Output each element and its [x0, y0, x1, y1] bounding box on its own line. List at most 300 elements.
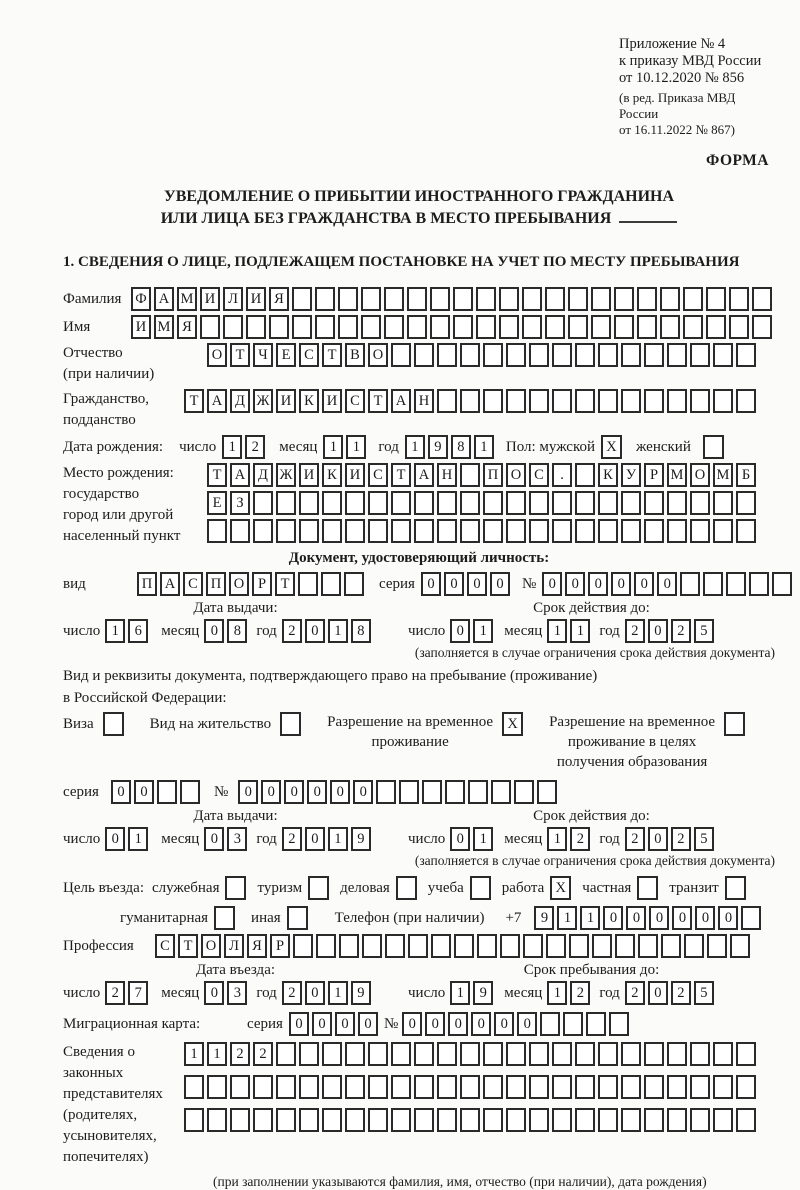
char-cell[interactable]	[293, 934, 313, 958]
char-cell[interactable]: 0	[284, 780, 304, 804]
char-cell[interactable]: 0	[444, 572, 464, 596]
char-cell[interactable]	[361, 315, 381, 339]
char-cell[interactable]	[246, 315, 266, 339]
учеба-checkbox[interactable]	[470, 876, 491, 900]
char-cell[interactable]	[207, 1108, 227, 1132]
male-checkbox[interactable]: X	[601, 435, 622, 459]
char-cell[interactable]	[483, 1075, 503, 1099]
char-cell[interactable]: П	[137, 572, 157, 596]
char-cell[interactable]	[276, 1042, 296, 1066]
char-cell[interactable]	[514, 780, 534, 804]
char-cell[interactable]	[157, 780, 177, 804]
char-cell[interactable]: Н	[414, 389, 434, 413]
char-cell[interactable]	[545, 287, 565, 311]
char-cell[interactable]	[529, 1108, 549, 1132]
char-cell[interactable]	[552, 1042, 572, 1066]
char-cell[interactable]: 1	[105, 619, 125, 643]
char-cell[interactable]	[736, 491, 756, 515]
char-cell[interactable]: Т	[368, 389, 388, 413]
char-cell[interactable]	[368, 1075, 388, 1099]
char-cell[interactable]	[437, 519, 457, 543]
char-cell[interactable]	[667, 343, 687, 367]
char-cell[interactable]	[680, 572, 700, 596]
char-cell[interactable]	[414, 491, 434, 515]
char-cell[interactable]	[460, 1042, 480, 1066]
patronymic-input[interactable]	[207, 343, 756, 367]
char-cell[interactable]	[638, 934, 658, 958]
char-cell[interactable]	[299, 491, 319, 515]
char-cell[interactable]: 1	[184, 1042, 204, 1066]
char-cell[interactable]	[322, 1075, 342, 1099]
char-cell[interactable]	[460, 491, 480, 515]
birth-place-row2-input[interactable]	[207, 491, 756, 515]
char-cell[interactable]	[575, 519, 595, 543]
char-cell[interactable]: Л	[223, 287, 243, 311]
char-cell[interactable]	[568, 315, 588, 339]
char-cell[interactable]	[568, 287, 588, 311]
char-cell[interactable]	[703, 572, 723, 596]
char-cell[interactable]	[690, 1042, 710, 1066]
char-cell[interactable]	[180, 780, 200, 804]
char-cell[interactable]: 0	[603, 906, 623, 930]
char-cell[interactable]	[736, 1042, 756, 1066]
char-cell[interactable]	[621, 1108, 641, 1132]
char-cell[interactable]	[586, 1012, 606, 1036]
туризм-checkbox[interactable]	[308, 876, 329, 900]
char-cell[interactable]	[598, 1108, 618, 1132]
doc-issue-month-input[interactable]	[204, 619, 247, 643]
char-cell[interactable]: Д	[230, 389, 250, 413]
char-cell[interactable]	[609, 1012, 629, 1036]
char-cell[interactable]	[522, 315, 542, 339]
char-cell[interactable]	[322, 491, 342, 515]
char-cell[interactable]	[736, 519, 756, 543]
char-cell[interactable]	[661, 934, 681, 958]
char-cell[interactable]: 1	[473, 619, 493, 643]
char-cell[interactable]: И	[345, 463, 365, 487]
char-cell[interactable]	[690, 1108, 710, 1132]
char-cell[interactable]: 2	[625, 981, 645, 1005]
char-cell[interactable]	[523, 934, 543, 958]
char-cell[interactable]	[460, 519, 480, 543]
char-cell[interactable]	[453, 315, 473, 339]
temporary-residence-education-checkbox[interactable]	[724, 712, 745, 736]
char-cell[interactable]: К	[299, 389, 319, 413]
char-cell[interactable]: 3	[227, 981, 247, 1005]
char-cell[interactable]	[437, 491, 457, 515]
char-cell[interactable]: 8	[227, 619, 247, 643]
char-cell[interactable]	[644, 1042, 664, 1066]
char-cell[interactable]	[184, 1108, 204, 1132]
char-cell[interactable]: 1	[346, 435, 366, 459]
транзит-checkbox[interactable]	[725, 876, 746, 900]
char-cell[interactable]: 0	[305, 619, 325, 643]
char-cell[interactable]	[667, 519, 687, 543]
doc-issue-day-input[interactable]	[105, 619, 148, 643]
char-cell[interactable]: 0	[425, 1012, 445, 1036]
char-cell[interactable]: А	[154, 287, 174, 311]
entry-year-input[interactable]	[282, 981, 371, 1005]
char-cell[interactable]	[491, 780, 511, 804]
char-cell[interactable]	[391, 1075, 411, 1099]
char-cell[interactable]: 9	[428, 435, 448, 459]
char-cell[interactable]: 0	[448, 1012, 468, 1036]
char-cell[interactable]	[637, 287, 657, 311]
char-cell[interactable]	[437, 343, 457, 367]
char-cell[interactable]: 2	[282, 981, 302, 1005]
stay-year-input[interactable]	[625, 981, 714, 1005]
representatives-row3-input[interactable]	[184, 1108, 756, 1132]
char-cell[interactable]	[407, 315, 427, 339]
char-cell[interactable]: 1	[405, 435, 425, 459]
doc-expiry-month-input[interactable]	[547, 619, 590, 643]
char-cell[interactable]	[276, 491, 296, 515]
char-cell[interactable]	[575, 1075, 595, 1099]
char-cell[interactable]	[315, 315, 335, 339]
char-cell[interactable]: Я	[269, 287, 289, 311]
char-cell[interactable]	[667, 389, 687, 413]
char-cell[interactable]	[207, 519, 227, 543]
char-cell[interactable]: 1	[547, 619, 567, 643]
char-cell[interactable]	[316, 934, 336, 958]
char-cell[interactable]	[615, 934, 635, 958]
char-cell[interactable]: Ж	[276, 463, 296, 487]
char-cell[interactable]	[269, 315, 289, 339]
char-cell[interactable]	[730, 934, 750, 958]
char-cell[interactable]: 0	[421, 572, 441, 596]
char-cell[interactable]	[506, 389, 526, 413]
char-cell[interactable]	[591, 287, 611, 311]
char-cell[interactable]	[522, 287, 542, 311]
char-cell[interactable]	[276, 1108, 296, 1132]
char-cell[interactable]	[500, 934, 520, 958]
char-cell[interactable]: 0	[305, 981, 325, 1005]
char-cell[interactable]	[391, 343, 411, 367]
служебная-checkbox[interactable]	[225, 876, 246, 900]
char-cell[interactable]: Т	[391, 463, 411, 487]
char-cell[interactable]	[592, 934, 612, 958]
char-cell[interactable]: П	[483, 463, 503, 487]
char-cell[interactable]	[499, 287, 519, 311]
entry-month-input[interactable]	[204, 981, 247, 1005]
char-cell[interactable]	[276, 1075, 296, 1099]
char-cell[interactable]	[736, 343, 756, 367]
char-cell[interactable]	[575, 1108, 595, 1132]
char-cell[interactable]	[253, 519, 273, 543]
birth-month-input[interactable]	[323, 435, 366, 459]
char-cell[interactable]: 0	[626, 906, 646, 930]
char-cell[interactable]	[575, 1042, 595, 1066]
char-cell[interactable]	[741, 906, 761, 930]
char-cell[interactable]	[454, 934, 474, 958]
char-cell[interactable]: Т	[275, 572, 295, 596]
char-cell[interactable]: 0	[718, 906, 738, 930]
char-cell[interactable]	[667, 1108, 687, 1132]
char-cell[interactable]	[644, 519, 664, 543]
char-cell[interactable]: 1	[328, 827, 348, 851]
birth-place-row3-input[interactable]	[207, 519, 756, 543]
char-cell[interactable]	[683, 287, 703, 311]
char-cell[interactable]: 2	[671, 619, 691, 643]
char-cell[interactable]: 0	[450, 619, 470, 643]
char-cell[interactable]	[299, 1042, 319, 1066]
char-cell[interactable]: 1	[473, 827, 493, 851]
char-cell[interactable]	[368, 1042, 388, 1066]
char-cell[interactable]: 0	[471, 1012, 491, 1036]
char-cell[interactable]: 9	[351, 981, 371, 1005]
char-cell[interactable]: Н	[437, 463, 457, 487]
char-cell[interactable]	[575, 463, 595, 487]
char-cell[interactable]: 2	[253, 1042, 273, 1066]
char-cell[interactable]	[298, 572, 318, 596]
char-cell[interactable]	[338, 315, 358, 339]
char-cell[interactable]: А	[207, 389, 227, 413]
stay-day-input[interactable]	[450, 981, 493, 1005]
char-cell[interactable]	[391, 519, 411, 543]
char-cell[interactable]: И	[246, 287, 266, 311]
char-cell[interactable]: 1	[128, 827, 148, 851]
char-cell[interactable]	[483, 1042, 503, 1066]
char-cell[interactable]	[230, 1108, 250, 1132]
char-cell[interactable]	[552, 389, 572, 413]
char-cell[interactable]	[460, 463, 480, 487]
char-cell[interactable]: 2	[570, 981, 590, 1005]
char-cell[interactable]	[552, 491, 572, 515]
char-cell[interactable]	[598, 389, 618, 413]
char-cell[interactable]: 0	[289, 1012, 309, 1036]
char-cell[interactable]	[529, 343, 549, 367]
char-cell[interactable]: .	[552, 463, 572, 487]
char-cell[interactable]	[621, 1075, 641, 1099]
char-cell[interactable]	[713, 519, 733, 543]
char-cell[interactable]	[322, 1108, 342, 1132]
char-cell[interactable]	[644, 343, 664, 367]
char-cell[interactable]	[339, 934, 359, 958]
char-cell[interactable]	[752, 315, 772, 339]
char-cell[interactable]	[690, 491, 710, 515]
char-cell[interactable]	[414, 1042, 434, 1066]
char-cell[interactable]	[614, 287, 634, 311]
char-cell[interactable]	[772, 572, 792, 596]
char-cell[interactable]	[315, 287, 335, 311]
permit-expiry-year-input[interactable]	[625, 827, 714, 851]
birth-place-row1-input[interactable]	[207, 463, 756, 487]
char-cell[interactable]	[414, 343, 434, 367]
char-cell[interactable]	[299, 519, 319, 543]
char-cell[interactable]	[407, 287, 427, 311]
char-cell[interactable]	[506, 519, 526, 543]
char-cell[interactable]: 2	[282, 619, 302, 643]
char-cell[interactable]	[667, 1042, 687, 1066]
char-cell[interactable]	[690, 519, 710, 543]
char-cell[interactable]: 0	[204, 827, 224, 851]
migration-card-number-input[interactable]	[402, 1012, 629, 1036]
char-cell[interactable]: 1	[323, 435, 343, 459]
работа-checkbox[interactable]: X	[550, 876, 571, 900]
char-cell[interactable]	[736, 1108, 756, 1132]
char-cell[interactable]	[322, 519, 342, 543]
char-cell[interactable]: М	[667, 463, 687, 487]
doc-number-input[interactable]	[542, 572, 792, 596]
char-cell[interactable]: 0	[542, 572, 562, 596]
char-cell[interactable]	[368, 519, 388, 543]
char-cell[interactable]: О	[201, 934, 221, 958]
char-cell[interactable]: 0	[105, 827, 125, 851]
char-cell[interactable]	[338, 287, 358, 311]
char-cell[interactable]	[200, 315, 220, 339]
char-cell[interactable]: 1	[570, 619, 590, 643]
char-cell[interactable]	[299, 1075, 319, 1099]
char-cell[interactable]: 0	[695, 906, 715, 930]
char-cell[interactable]: К	[598, 463, 618, 487]
char-cell[interactable]: 0	[648, 619, 668, 643]
char-cell[interactable]	[445, 780, 465, 804]
char-cell[interactable]: Я	[247, 934, 267, 958]
char-cell[interactable]: Ж	[253, 389, 273, 413]
profession-input[interactable]	[155, 934, 750, 958]
char-cell[interactable]	[230, 1075, 250, 1099]
char-cell[interactable]	[483, 1108, 503, 1132]
char-cell[interactable]	[707, 934, 727, 958]
doc-series-input[interactable]	[421, 572, 510, 596]
doc-issue-year-input[interactable]	[282, 619, 371, 643]
char-cell[interactable]: Р	[644, 463, 664, 487]
char-cell[interactable]: 8	[351, 619, 371, 643]
char-cell[interactable]	[644, 389, 664, 413]
permit-series-input[interactable]	[111, 780, 200, 804]
char-cell[interactable]	[713, 491, 733, 515]
char-cell[interactable]	[430, 315, 450, 339]
female-checkbox[interactable]	[703, 435, 724, 459]
char-cell[interactable]: 0	[238, 780, 258, 804]
char-cell[interactable]	[506, 1108, 526, 1132]
char-cell[interactable]	[430, 287, 450, 311]
char-cell[interactable]: 2	[230, 1042, 250, 1066]
char-cell[interactable]: 7	[128, 981, 148, 1005]
char-cell[interactable]	[706, 287, 726, 311]
char-cell[interactable]	[546, 934, 566, 958]
char-cell[interactable]: 2	[282, 827, 302, 851]
char-cell[interactable]: Р	[252, 572, 272, 596]
char-cell[interactable]	[552, 343, 572, 367]
char-cell[interactable]: 1	[474, 435, 494, 459]
char-cell[interactable]: С	[299, 343, 319, 367]
гуманитарная-checkbox[interactable]	[214, 906, 235, 930]
char-cell[interactable]	[644, 1075, 664, 1099]
char-cell[interactable]	[621, 389, 641, 413]
doc-expiry-day-input[interactable]	[450, 619, 493, 643]
char-cell[interactable]	[575, 389, 595, 413]
char-cell[interactable]: С	[183, 572, 203, 596]
phone-input[interactable]	[534, 906, 761, 930]
char-cell[interactable]	[713, 389, 733, 413]
char-cell[interactable]	[384, 315, 404, 339]
char-cell[interactable]	[598, 519, 618, 543]
char-cell[interactable]: А	[230, 463, 250, 487]
char-cell[interactable]	[598, 1042, 618, 1066]
char-cell[interactable]: О	[207, 343, 227, 367]
char-cell[interactable]	[391, 1108, 411, 1132]
char-cell[interactable]	[529, 491, 549, 515]
char-cell[interactable]	[736, 389, 756, 413]
char-cell[interactable]: Я	[177, 315, 197, 339]
char-cell[interactable]	[499, 315, 519, 339]
char-cell[interactable]	[660, 287, 680, 311]
char-cell[interactable]	[391, 1042, 411, 1066]
char-cell[interactable]: Р	[270, 934, 290, 958]
char-cell[interactable]	[684, 934, 704, 958]
char-cell[interactable]: 0	[111, 780, 131, 804]
char-cell[interactable]: Д	[253, 463, 273, 487]
char-cell[interactable]: 2	[570, 827, 590, 851]
char-cell[interactable]	[384, 287, 404, 311]
char-cell[interactable]: 9	[473, 981, 493, 1005]
char-cell[interactable]: 2	[105, 981, 125, 1005]
char-cell[interactable]: 0	[672, 906, 692, 930]
char-cell[interactable]: У	[621, 463, 641, 487]
char-cell[interactable]: 1	[450, 981, 470, 1005]
char-cell[interactable]: 2	[625, 827, 645, 851]
char-cell[interactable]: О	[229, 572, 249, 596]
char-cell[interactable]: Л	[224, 934, 244, 958]
char-cell[interactable]	[345, 491, 365, 515]
char-cell[interactable]: И	[299, 463, 319, 487]
char-cell[interactable]: 0	[657, 572, 677, 596]
char-cell[interactable]	[644, 491, 664, 515]
char-cell[interactable]: 1	[547, 827, 567, 851]
иная-checkbox[interactable]	[287, 906, 308, 930]
char-cell[interactable]: С	[155, 934, 175, 958]
char-cell[interactable]: 0	[517, 1012, 537, 1036]
char-cell[interactable]: 0	[649, 906, 669, 930]
char-cell[interactable]	[726, 572, 746, 596]
entry-day-input[interactable]	[105, 981, 148, 1005]
char-cell[interactable]	[690, 389, 710, 413]
representatives-row1-input[interactable]	[184, 1042, 756, 1066]
char-cell[interactable]	[345, 1042, 365, 1066]
char-cell[interactable]	[483, 389, 503, 413]
char-cell[interactable]	[598, 1075, 618, 1099]
permit-number-input[interactable]	[238, 780, 557, 804]
permit-expiry-month-input[interactable]	[547, 827, 590, 851]
char-cell[interactable]: 0	[450, 827, 470, 851]
char-cell[interactable]	[414, 519, 434, 543]
permit-issue-day-input[interactable]	[105, 827, 148, 851]
char-cell[interactable]: М	[154, 315, 174, 339]
char-cell[interactable]: 8	[451, 435, 471, 459]
char-cell[interactable]	[614, 315, 634, 339]
char-cell[interactable]	[376, 780, 396, 804]
char-cell[interactable]	[729, 315, 749, 339]
permit-expiry-day-input[interactable]	[450, 827, 493, 851]
representatives-row2-input[interactable]	[184, 1075, 756, 1099]
char-cell[interactable]	[385, 934, 405, 958]
char-cell[interactable]: 0	[261, 780, 281, 804]
char-cell[interactable]: 0	[307, 780, 327, 804]
char-cell[interactable]: Т	[184, 389, 204, 413]
char-cell[interactable]: 0	[494, 1012, 514, 1036]
citizenship-input[interactable]	[184, 389, 756, 413]
char-cell[interactable]: 0	[490, 572, 510, 596]
char-cell[interactable]: О	[368, 343, 388, 367]
given-name-input[interactable]	[131, 315, 772, 339]
char-cell[interactable]	[368, 491, 388, 515]
char-cell[interactable]	[749, 572, 769, 596]
char-cell[interactable]: 1	[328, 619, 348, 643]
char-cell[interactable]: Т	[178, 934, 198, 958]
residence-permit-checkbox[interactable]	[280, 712, 301, 736]
char-cell[interactable]	[552, 519, 572, 543]
